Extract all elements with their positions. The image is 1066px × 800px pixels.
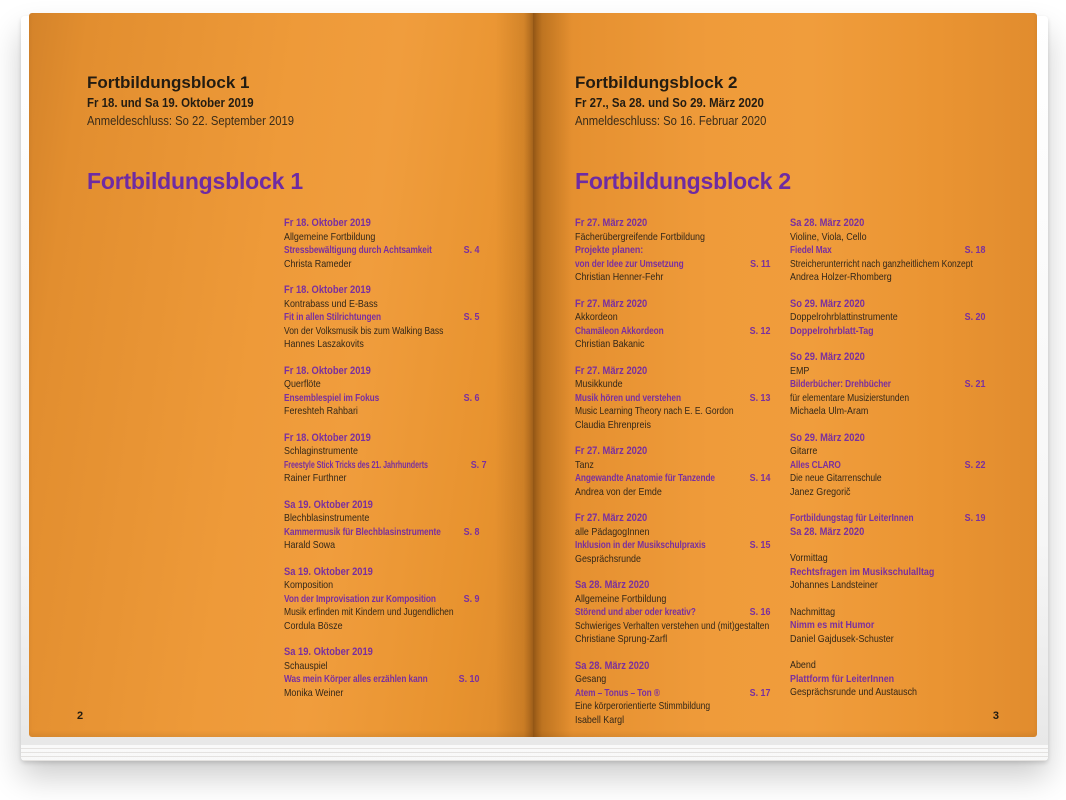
course-entry	[575, 217, 771, 285]
entry-title: Angewandte Anatomie für Tanzende	[575, 472, 715, 484]
entry-presenter: Cordula Bösze	[284, 619, 343, 632]
right-page-number: 3	[992, 710, 999, 722]
leiterinnen-date: Sa 28. März 2020	[790, 525, 865, 538]
session-abend	[790, 659, 986, 700]
entry-page-number: S. 18	[964, 244, 986, 256]
entry-presenter: Monika Weiner	[284, 686, 344, 699]
entry-title-row	[575, 687, 771, 701]
entry-title: Kammermusik für Blechblasinstrumente	[284, 525, 441, 538]
course-entry	[575, 579, 771, 647]
course-entry	[284, 284, 480, 352]
right-page-header	[575, 73, 790, 130]
leiterinnen-title-row	[790, 512, 986, 526]
entry-title: von der Idee zur Umsetzung	[575, 257, 684, 270]
entry-title-row	[575, 472, 771, 486]
entry-presenter: Andrea von der Emde	[575, 485, 662, 498]
entry-title-row	[284, 673, 480, 687]
entry-presenter: Christa Rameder	[284, 257, 352, 270]
entry-category: EMP	[790, 364, 810, 377]
entry-title: Inklusion in der Musikschulpraxis	[575, 539, 706, 551]
course-entry	[284, 431, 487, 486]
entry-presenter: Christian Bakanic	[575, 338, 645, 350]
entry-subtitle: Schwieriges Verhalten verstehen und (mit)gestalten	[575, 620, 770, 632]
entry-date: Fr 18. Oktober 2019	[284, 217, 371, 229]
entry-page-number: S. 20	[964, 311, 986, 323]
session-title: Nimm es mit Humor	[790, 619, 875, 631]
entry-title: Von der Improvisation zur Komposition	[284, 592, 436, 605]
session-time: Abend	[790, 659, 816, 671]
session-presenter: Gesprächsrunde und Austausch	[790, 686, 918, 698]
entry-category: Tanz	[575, 458, 594, 471]
entry-category: Kontrabass und E-Bass	[284, 297, 378, 310]
entry-title-row	[575, 606, 771, 620]
entry-presenter: Hannes Laszakovits	[284, 338, 364, 350]
entry-date: Sa 19. Oktober 2019	[284, 646, 373, 658]
entry-title-row	[284, 526, 480, 540]
entry-date: Sa 28. März 2020	[575, 659, 650, 672]
entry-title-row	[790, 244, 986, 258]
entry-presenter: Janez Gregorič	[790, 485, 851, 498]
entry-presenter: Isabell Kargl	[575, 713, 625, 726]
entry-title: Ensemblespiel im Fokus	[284, 391, 380, 404]
entry-title-row	[284, 593, 480, 607]
entry-title: Stressbewältigung durch Achtsamkeit	[284, 244, 432, 256]
session-presenter: Johannes Landsteiner	[790, 579, 878, 591]
entry-subtitle: für elementare Musizierstunden	[790, 392, 910, 404]
entry-title: Alles CLARO	[790, 458, 841, 471]
entry-title: Doppelrohrblatt-Tag	[790, 324, 874, 337]
entry-subtitle: Music Learning Theory nach E. E. Gordon	[575, 406, 734, 417]
block2-header-dates: Fr 27., Sa 28. und So 29. März 2020	[575, 95, 764, 110]
course-entry	[284, 566, 480, 634]
entry-category: Schlaginstrumente	[284, 445, 358, 457]
entry-date: Fr 27. März 2020	[575, 217, 648, 229]
right-page	[533, 13, 1037, 737]
entry-category: alle PädagogInnen	[575, 525, 650, 538]
entry-page-number: S. 11	[750, 257, 771, 270]
entry-presenter: Michaela Ulm-Aram	[790, 405, 869, 417]
entry-category: Violine, Viola, Cello	[790, 230, 867, 243]
entry-date: Fr 18. Oktober 2019	[284, 431, 371, 444]
entry-date: Fr 27. März 2020	[575, 364, 648, 377]
entry-date: Sa 28. März 2020	[790, 217, 865, 229]
entry-presenter: Gesprächsrunde	[575, 552, 641, 565]
course-entry	[284, 646, 480, 700]
entry-presenter: Harald Sowa	[284, 539, 336, 551]
entry-date: So 29. März 2020	[790, 351, 865, 363]
entry-title-row	[790, 459, 986, 473]
entry-title: Bilderbücher: Drehbücher	[790, 378, 891, 390]
block2-section-title: Fortbildungsblock 2	[575, 168, 791, 194]
entry-title-row	[575, 325, 771, 339]
entry-date: Fr 18. Oktober 2019	[284, 284, 371, 296]
entry-presenter: Rainer Furthner	[284, 472, 347, 484]
leiterinnen-page-number: S. 19	[964, 512, 986, 524]
entry-page-number: S. 7	[470, 458, 487, 471]
entry-presenter: Claudia Ehrenpreis	[575, 418, 651, 431]
entry-title-row	[284, 458, 487, 473]
left-page	[29, 13, 533, 737]
entry-presenter: Andrea Holzer-Rhomberg	[790, 271, 892, 283]
course-entry	[790, 217, 986, 285]
entry-category: Gesang	[575, 673, 607, 685]
entry-title: Musik hören und verstehen	[575, 391, 681, 404]
entry-page-number: S. 5	[463, 311, 480, 323]
course-entry	[790, 432, 986, 500]
entry-date: Sa 19. Oktober 2019	[284, 565, 373, 578]
entry-date: Sa 28. März 2020	[575, 579, 650, 591]
entry-category: Allgemeine Fortbildung	[575, 592, 667, 605]
entry-title: Was mein Körper alles erzählen kann	[284, 673, 428, 685]
entry-page-number: S. 16	[749, 606, 771, 618]
entry-title: Atem – Tonus – Ton ®	[575, 686, 660, 699]
entry-category: Doppelrohrblattinstrumente	[790, 311, 898, 323]
session-time: Nachmittag	[790, 605, 836, 618]
block1-header-dates: Fr 18. und Sa 19. Oktober 2019	[87, 95, 254, 110]
course-entry	[575, 445, 771, 499]
entry-title-row	[575, 392, 771, 406]
session-title: Rechtsfragen im Musikschulalltag	[790, 565, 935, 578]
entry-subtitle: Eine körperorientierte Stimmbildung	[575, 701, 711, 712]
entry-page-number: S. 8	[463, 525, 480, 538]
entry-date: Fr 18. Oktober 2019	[284, 364, 371, 377]
course-entry	[575, 365, 771, 433]
course-entry	[284, 217, 480, 271]
block2-header-deadline: Anmeldeschluss: So 16. Februar 2020	[575, 114, 767, 128]
session-nachmittag	[790, 606, 986, 647]
entry-title-row	[575, 539, 771, 553]
entry-page-number: S. 21	[964, 378, 986, 390]
entry-subtitle: Die neue Gitarrenschule	[790, 473, 882, 484]
entry-subtitle: Musik erfinden mit Kindern und Jugendlichen	[284, 607, 454, 618]
entry-title-row	[284, 244, 480, 258]
entry-category: Musikkunde	[575, 378, 623, 390]
entry-date: Fr 27. März 2020	[575, 297, 648, 310]
entry-page-number: S. 4	[463, 244, 480, 256]
entry-title: Fit in allen Stilrichtungen	[284, 311, 382, 323]
entry-date: Sa 19. Oktober 2019	[284, 498, 373, 511]
entry-date: Fr 27. März 2020	[575, 445, 648, 457]
block2-entry-list-col1	[575, 217, 771, 740]
course-entry	[284, 365, 480, 419]
course-entry	[575, 512, 771, 566]
entry-category: Blechblasinstrumente	[284, 512, 370, 524]
entry-page-number: S. 14	[749, 472, 771, 484]
entry-page-number: S. 9	[463, 592, 480, 605]
entry-page-number: S. 6	[463, 391, 480, 404]
entry-title: Störend und aber oder kreativ?	[575, 606, 696, 618]
entry-title: Freestyle Stick Tricks des 21. Jahrhunderts	[284, 458, 428, 471]
entry-page-number: S. 10	[458, 673, 480, 685]
entry-page-number: S. 12	[749, 324, 771, 337]
entry-subtitle: Streicherunterricht nach ganzheitlichem Konzept	[790, 258, 973, 270]
session-vormittag	[790, 552, 986, 593]
leiterinnen-day-block	[790, 512, 986, 700]
entry-presenter: Fereshteh Rahbari	[284, 405, 358, 417]
session-title: Plattform für LeiterInnen	[790, 672, 895, 685]
entry-category: Akkordeon	[575, 311, 618, 323]
block2-col2	[790, 217, 986, 700]
entry-category: Gitarre	[790, 445, 818, 457]
block2-entry-list-col2	[790, 217, 986, 499]
course-entry	[575, 660, 771, 728]
entry-title: Chamäleon Akkordeon	[575, 324, 664, 337]
left-page-number: 2	[77, 710, 84, 722]
course-entry	[790, 351, 986, 419]
entry-presenter: Christiane Sprung-Zarfl	[575, 633, 668, 645]
entry-page-number: S. 22	[964, 458, 986, 471]
leiterinnen-title: Fortbildungstag für LeiterInnen	[790, 512, 914, 524]
course-entry	[284, 499, 480, 553]
entry-category: Allgemeine Fortbildung	[284, 230, 376, 243]
entry-category: Komposition	[284, 579, 334, 591]
entry-date: So 29. März 2020	[790, 431, 865, 444]
entry-page-number: S. 17	[749, 686, 771, 699]
entry-page-number: S. 13	[749, 391, 771, 404]
block2-header-title: Fortbildungsblock 2	[575, 73, 738, 92]
block1-section-title: Fortbildungsblock 1	[87, 168, 303, 194]
open-brochure	[29, 13, 1037, 737]
block1-header-deadline: Anmeldeschluss: So 22. September 2019	[87, 114, 294, 128]
session-time: Vormittag	[790, 552, 828, 564]
entry-title-row	[790, 378, 986, 392]
entry-title-row	[284, 311, 480, 325]
book-spread	[29, 13, 1037, 737]
entry-date: So 29. März 2020	[790, 297, 865, 310]
entry-category: Schauspiel	[284, 659, 328, 672]
session-presenter: Daniel Gajdusek-Schuster	[790, 632, 894, 645]
entry-category-row	[790, 311, 986, 325]
entry-category: Querflöte	[284, 378, 321, 390]
entry-page-number: S. 15	[749, 539, 771, 551]
entry-subtitle: Von der Volksmusik bis zum Walking Bass	[284, 325, 444, 337]
entry-category: Fächerübergreifende Fortbildung	[575, 230, 705, 243]
entry-title-row	[575, 258, 771, 272]
block1-entry-list	[284, 217, 487, 713]
block1-header-title: Fortbildungsblock 1	[87, 73, 250, 92]
left-page-header	[87, 73, 317, 130]
entry-title: Projekte planen:	[575, 244, 644, 256]
entry-date: Fr 27. März 2020	[575, 512, 648, 524]
course-entry	[575, 298, 771, 352]
course-entry	[790, 298, 986, 339]
entry-title: Fiedel Max	[790, 244, 832, 256]
entry-title-row	[284, 392, 480, 406]
entry-presenter: Christian Henner-Fehr	[575, 271, 664, 283]
